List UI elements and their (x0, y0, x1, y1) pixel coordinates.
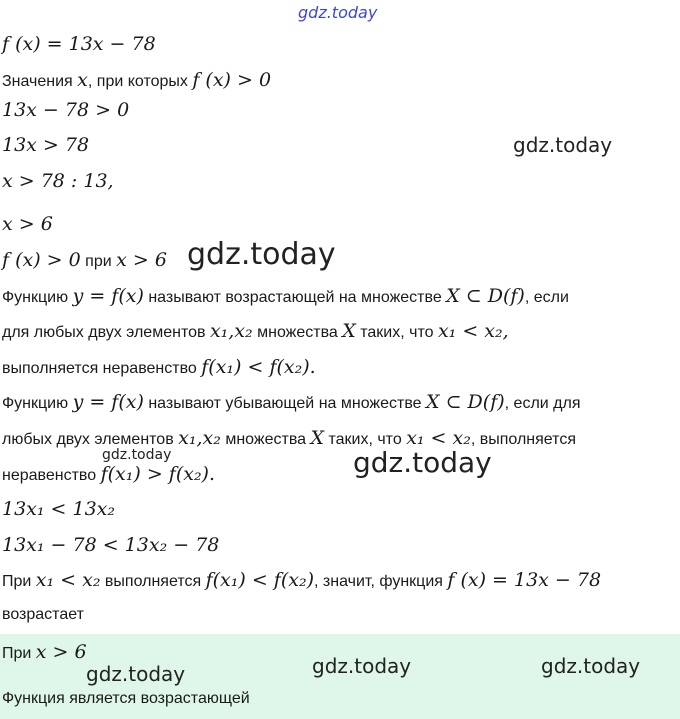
watermark: gdz.today (187, 237, 336, 272)
text: множества (257, 324, 338, 341)
text: , если для (504, 395, 581, 412)
formula: y = f(x) (72, 391, 144, 413)
text-line (2, 427, 576, 449)
equation-line (2, 170, 114, 192)
formula: 13x − 78 > 0 (2, 99, 130, 121)
text-line (2, 69, 271, 91)
text: множества (225, 431, 307, 448)
answer-line (2, 690, 250, 708)
text-line (2, 391, 581, 413)
text: таких, что (328, 431, 402, 448)
answer-line (2, 641, 87, 663)
watermark: gdz.today (86, 662, 186, 686)
text: для любых двух элементов (2, 324, 206, 341)
text: , при которых (87, 73, 188, 90)
text: Функцию (2, 289, 69, 306)
formula: f (x) > 0 (192, 69, 272, 91)
text: , выполняется (470, 431, 576, 448)
formula: f (x) > 0 (2, 249, 81, 271)
equation-line (2, 99, 129, 121)
text-line (2, 320, 509, 342)
formula: f(x₁) > f(x₂). (100, 463, 216, 485)
text: выполняется (104, 573, 202, 590)
text: возрастает (2, 606, 84, 623)
text: при (85, 253, 112, 270)
watermark: gdz.today (513, 133, 613, 157)
formula: 13x > 78 (2, 134, 90, 156)
text: таких, что (360, 324, 434, 341)
text-line (2, 569, 601, 591)
text-line (2, 285, 569, 307)
watermark: gdz.today (312, 654, 412, 678)
text: Функцию (2, 395, 69, 412)
formula: x₁,x₂ (209, 320, 253, 342)
formula: x > 6 (2, 213, 53, 235)
text: При (2, 645, 32, 662)
formula: x > 6 (116, 249, 167, 271)
formula: f(x₁) < f(x₂) (205, 569, 314, 591)
text: Значения (2, 73, 73, 90)
watermark: gdz.today (353, 446, 492, 479)
formula: x (77, 69, 88, 91)
equation-line (2, 498, 115, 520)
formula: X (342, 320, 356, 342)
formula: 13x₁ < 13x₂ (2, 498, 116, 520)
formula: x₁ < x₂ (35, 569, 101, 591)
watermark: gdz.today (102, 447, 172, 463)
formula: f (x) = 13x − 78 (447, 569, 602, 591)
formula: x₁,x₂ (178, 427, 221, 449)
formula: x₁ < x₂ (406, 427, 471, 449)
equation-line (2, 33, 156, 55)
text: При (2, 573, 32, 590)
text: неравенство (2, 467, 97, 484)
formula: 13x₁ − 78 < 13x₂ − 78 (2, 534, 220, 556)
watermark: gdz.today (541, 654, 641, 678)
text: называют возрастающей на множестве (148, 289, 442, 306)
equation-line (2, 534, 219, 556)
answer-text: Функция является возрастающей (2, 690, 250, 707)
text-line (2, 606, 84, 624)
equation-line (2, 134, 89, 156)
text-line (2, 463, 215, 485)
formula: X ⊂ D(f) (446, 285, 525, 307)
formula: X (310, 427, 325, 449)
formula: y = f(x) (72, 285, 144, 307)
formula: x > 78 : 13, (2, 170, 114, 192)
formula: x₁ < x₂, (437, 320, 509, 342)
formula: X ⊂ D(f) (426, 391, 505, 413)
text: называют убывающей на множестве (148, 395, 422, 412)
formula: f (x) = 13x − 78 (2, 33, 156, 55)
text-line (2, 249, 167, 271)
watermark-top: gdz.today (298, 3, 378, 22)
equation-line (2, 213, 53, 235)
text: любых двух элементов (2, 431, 174, 448)
text: , значит, функция (314, 573, 443, 590)
text-line (2, 356, 316, 378)
text: , если (524, 289, 569, 306)
formula: f(x₁) < f(x₂). (201, 356, 316, 378)
formula: x > 6 (35, 641, 87, 663)
text: выполняется неравенство (2, 360, 197, 377)
